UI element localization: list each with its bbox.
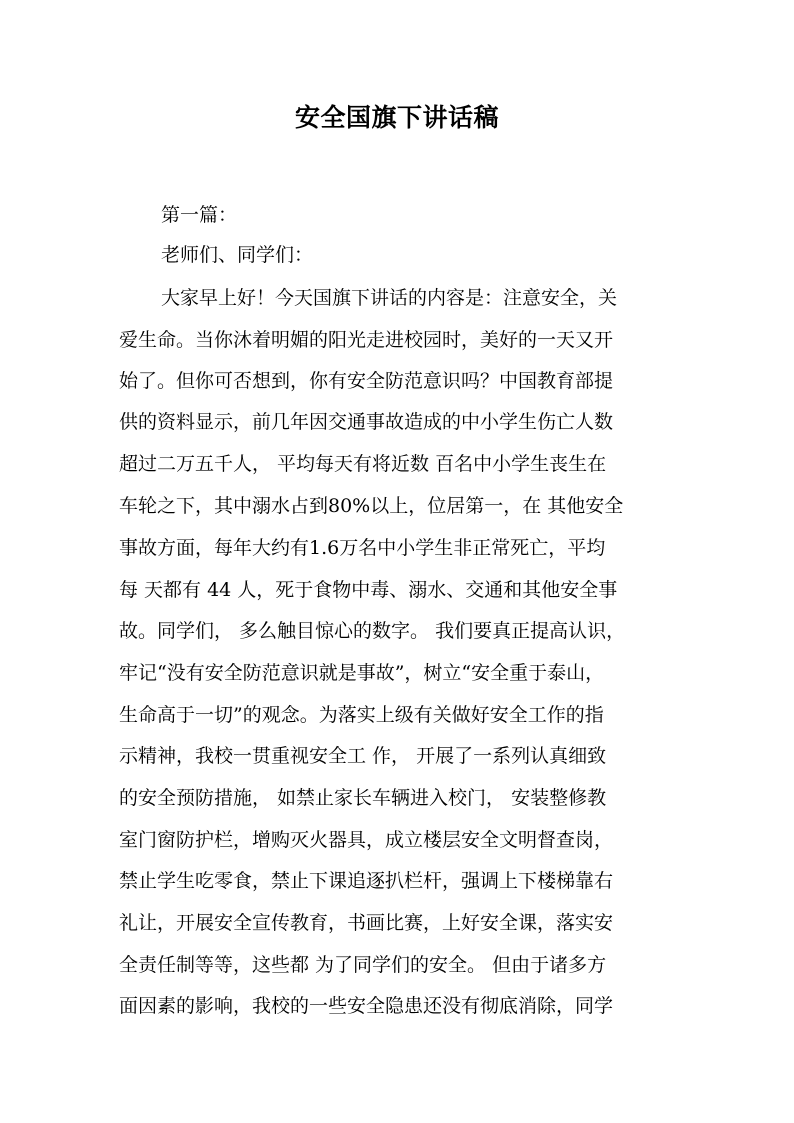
- part-heading: 第一篇：: [161, 204, 238, 226]
- salutation: 老师们、同学们：: [161, 244, 314, 266]
- document-title: 安全国旗下讲话稿: [294, 103, 499, 132]
- paragraph-line: 全责任制等等，这些都 为了同学们的安全。 但由于诸多方: [119, 954, 607, 976]
- paragraph-line: 大家早上好！今天国旗下讲话的内容是：注意安全，关: [161, 287, 618, 309]
- paragraph-line: 生命高于一切”的观念。为落实上级有关做好安全工作的指: [119, 704, 604, 726]
- paragraph-line: 车轮之下，其中溺水占到80%以上，位居第一，在 其他安全: [119, 495, 624, 517]
- paragraph-line: 牢记“没有安全防范意识就是事故”，树立“安全重于泰山，: [119, 662, 605, 684]
- paragraph-line: 始了。但你可否想到，你有安全防范意识吗？中国教育部提: [119, 370, 614, 392]
- paragraph-line: 礼让，开展安全宣传教育，书画比赛，上好安全课，落实安: [119, 912, 614, 934]
- paragraph-line: 每 天都有 44 人，死于食物中毒、溺水、交通和其他安全事: [119, 579, 618, 601]
- paragraph-line: 供的资料显示，前几年因交通事故造成的中小学生伤亡人数: [119, 411, 614, 433]
- paragraph-line: 的安全预防措施， 如禁止家长车辆进入校门， 安装整修教: [119, 787, 607, 809]
- paragraph-line: 故。同学们， 多么触目惊心的数字。 我们要真正提高认识，: [119, 620, 626, 642]
- paragraph-line: 超过二万五千人， 平均每天有将近数 百名中小学生丧生在: [119, 453, 607, 475]
- paragraph-line: 禁止学生吃零食，禁止下课追逐扒栏杆，强调上下楼梯靠右: [119, 870, 614, 892]
- paragraph-line: 面因素的影响，我校的一些安全隐患还没有彻底消除，同学: [119, 995, 614, 1017]
- paragraph-line: 示精神，我校一贯重视安全工 作， 开展了一系列认真细致: [119, 745, 607, 767]
- paragraph-line: 爱生命。当你沐着明媚的阳光走进校园时，美好的一天又开: [119, 329, 614, 351]
- paragraph-line: 室门窗防护栏，增购灭火器具，成立楼层安全文明督查岗，: [119, 829, 614, 851]
- paragraph-line: 事故方面，每年大约有1.6万名中小学生非正常死亡，平均: [119, 537, 606, 559]
